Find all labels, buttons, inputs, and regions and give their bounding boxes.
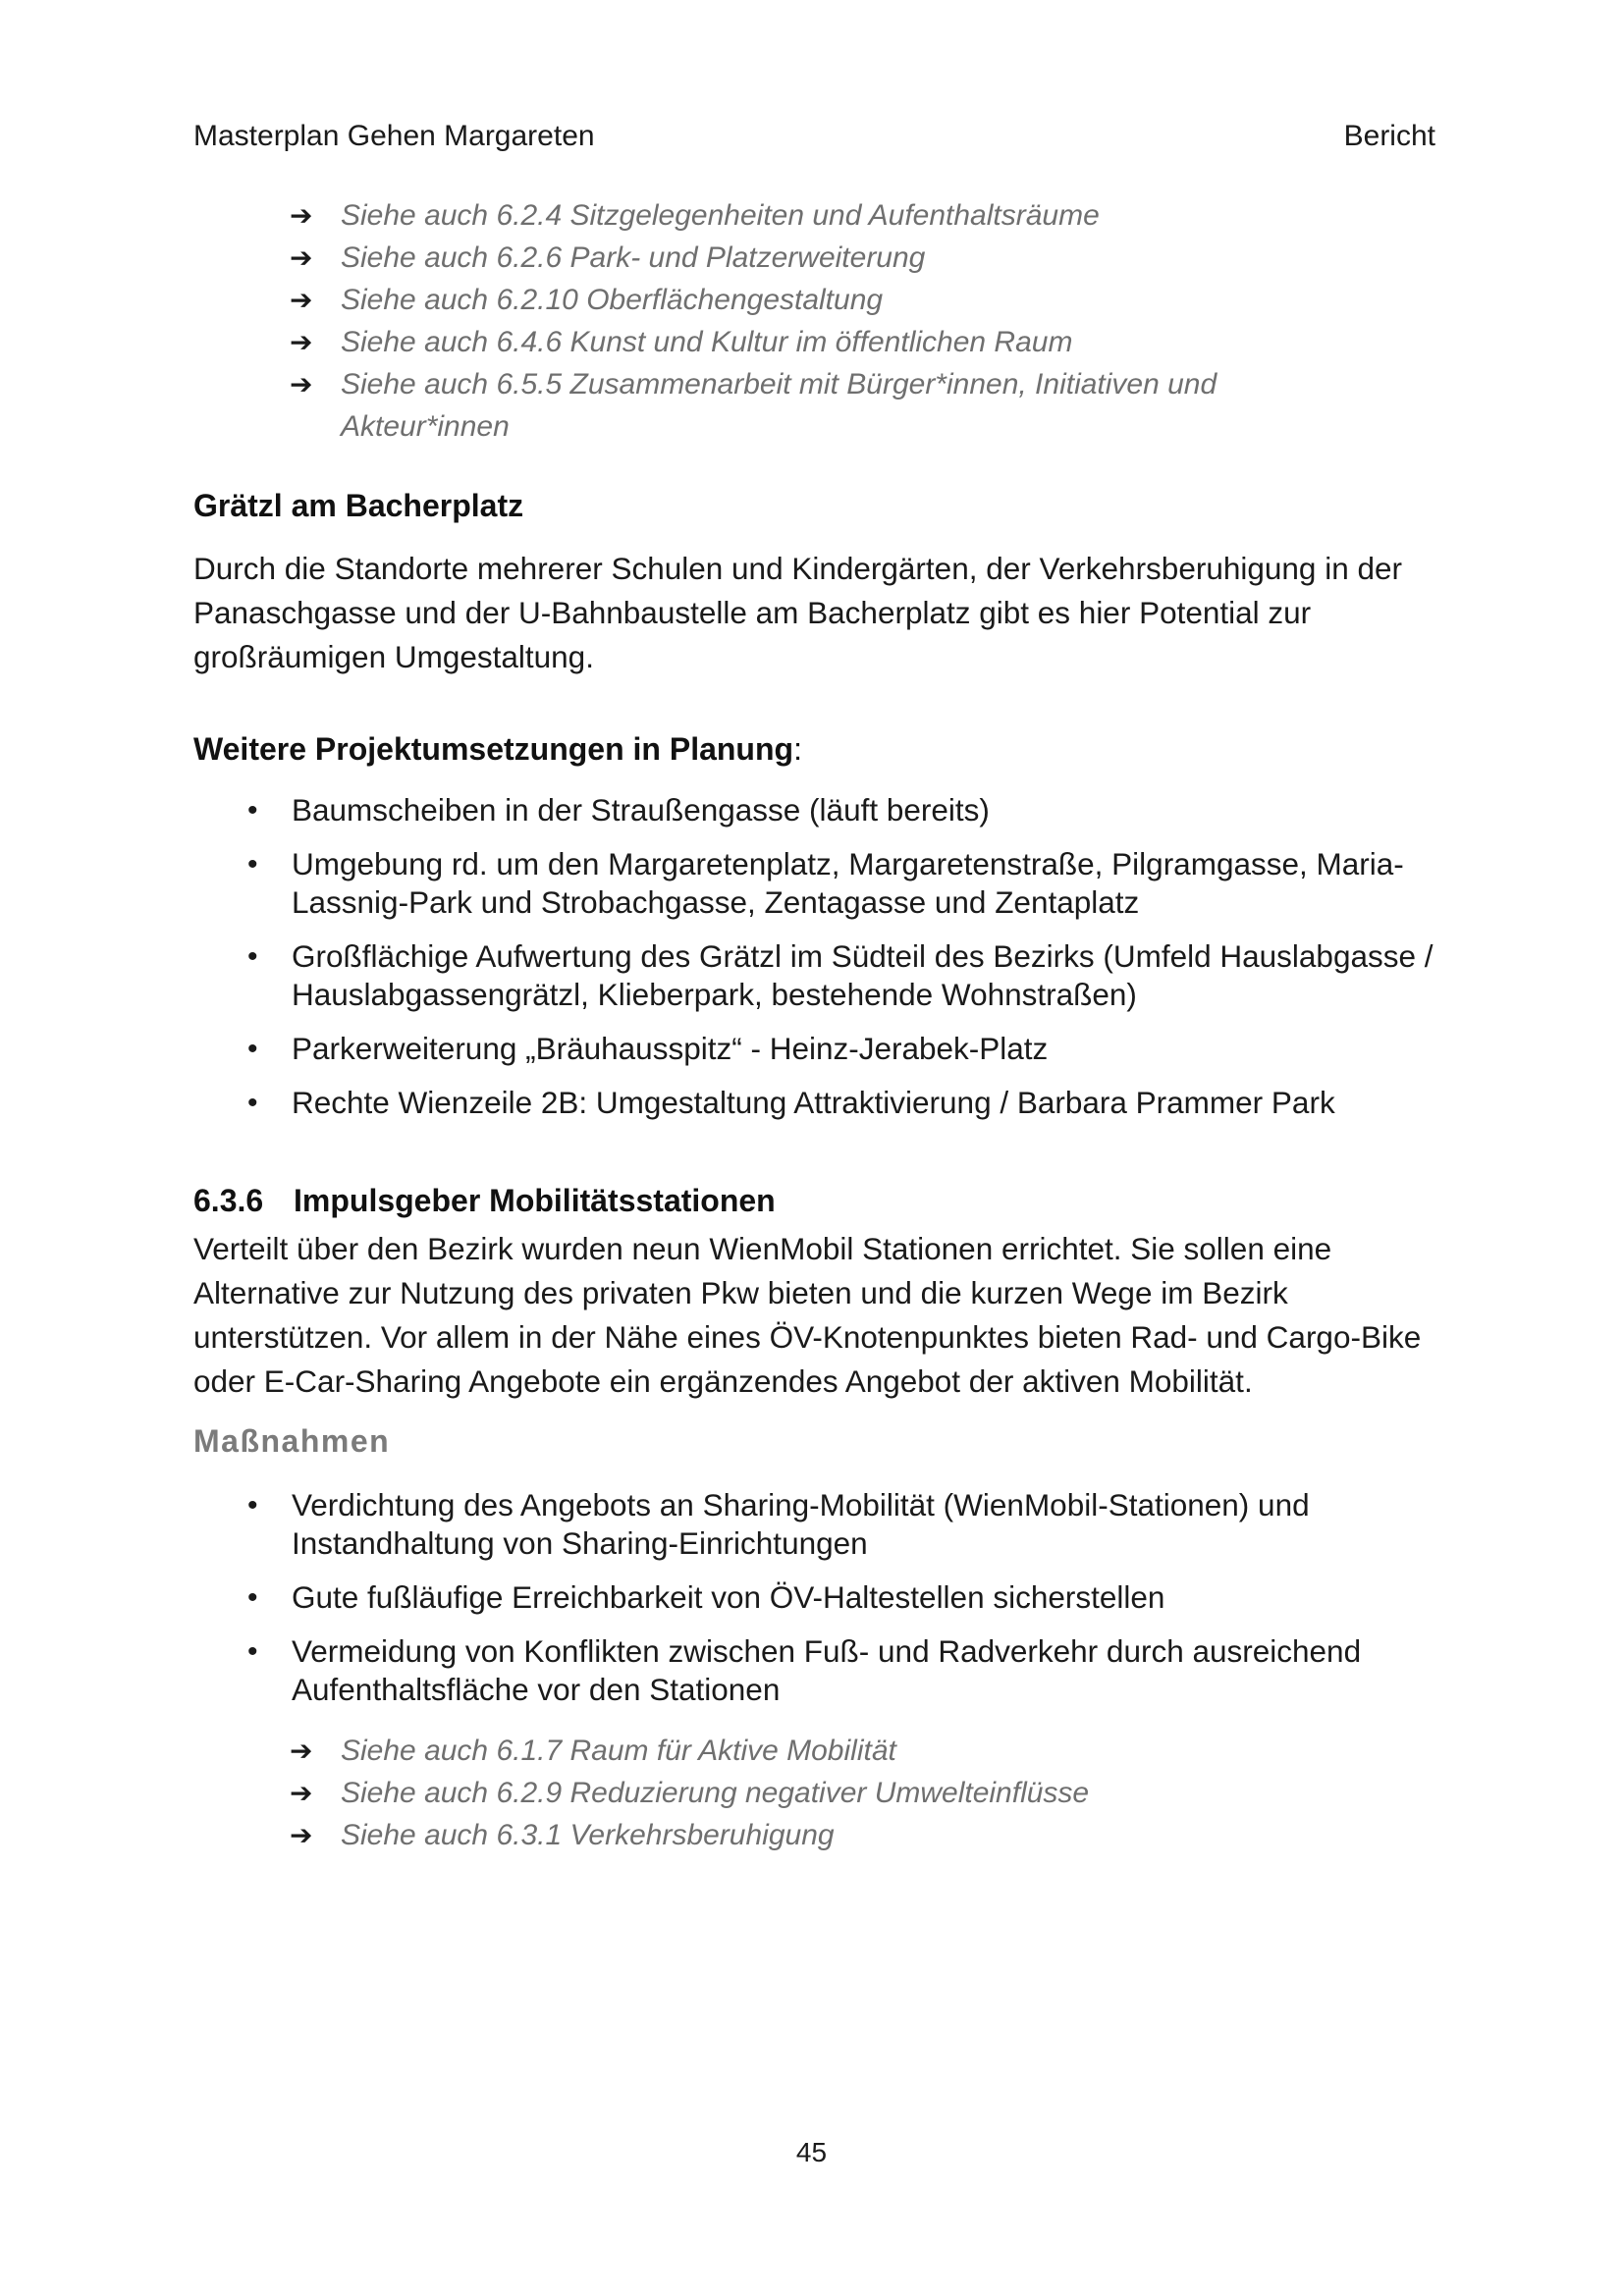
cross-reference[interactable]: ➔ Siehe auch 6.4.6 Kunst und Kultur im öffentlichen Raum (290, 321, 1370, 363)
massnahmen-bullet-list (193, 1486, 1440, 1725)
cross-reference[interactable]: ➔ Siehe auch 6.2.9 Reduzierung negativer Umwelteinflüsse (290, 1772, 1370, 1814)
header-section: Bericht (1343, 120, 1435, 152)
bullet-icon: • (247, 1581, 258, 1614)
cross-reference[interactable]: ➔ Siehe auch 6.3.1 Verkehrsberuhigung (290, 1814, 1370, 1856)
graetzl-paragraph: Durch die Standorte mehrerer Schulen und Kindergärten, der Verkehrsberuhigung in der Panaschgasse und der U-Bahnbaustelle am Bacherplatz gibt es hier Potential zur großräumigen Umgestaltung. (193, 551, 1402, 674)
bullet-icon: • (247, 940, 258, 973)
bullet-icon: • (247, 794, 258, 827)
list-item: • Gute fußläufige Erreichbarkeit von ÖV-Haltestellen sicherstellen (247, 1579, 1165, 1615)
list-item: • Verdichtung des Angebots an Sharing-Mobilität (WienMobil-Stationen) und Instandhaltung von Sharing-Einrichtungen (247, 1487, 1310, 1561)
section-heading (193, 1183, 776, 1219)
bullet-icon: • (247, 1033, 258, 1065)
section-number: 6.3.6 (193, 1183, 264, 1218)
list-item: • Vermeidung von Konflikten zwischen Fuß- und Radverkehr durch ausreichend Aufenthaltsfläche vor den Stationen (247, 1633, 1362, 1707)
list-item: • Parkerweiterung „Bräuhausspitz“ - Heinz-Jerabek-Platz (247, 1031, 1049, 1066)
cross-reference[interactable]: ➔ Siehe auch 6.2.6 Park- und Platzerweiterung (290, 237, 1370, 279)
arrow-right-icon: ➔ (290, 1820, 313, 1850)
cross-reference-list-bottom (290, 1730, 1370, 1856)
planning-bullet-list (193, 791, 1440, 1138)
list-item: • Rechte Wienzeile 2B: Umgestaltung Attraktivierung / Barbara Prammer Park (247, 1085, 1335, 1120)
page-number: 45 (795, 2137, 828, 2167)
bullet-icon: • (247, 848, 258, 881)
arrow-right-icon: ➔ (290, 327, 313, 357)
cross-reference[interactable]: ➔ Siehe auch 6.2.4 Sitzgelegenheiten und Aufenthaltsräume (290, 194, 1370, 237)
arrow-right-icon: ➔ (290, 1778, 313, 1808)
list-item: • Großflächige Aufwertung des Grätzl im Südteil des Bezirks (Umfeld Hauslabgasse / Hauslabgassengrätzl, Klieberpark, bestehende Wohnstraßen) (247, 938, 1434, 1012)
bullet-icon: • (247, 1489, 258, 1522)
cross-reference[interactable]: ➔ Siehe auch 6.5.5 Zusammenarbeit mit Bürger*innen, Initiativen und Akteur*innen (290, 363, 1323, 448)
bullet-icon: • (247, 1635, 258, 1668)
massnahmen-subheading: Maßnahmen (193, 1423, 391, 1459)
header-title: Masterplan Gehen Margareten (193, 120, 595, 152)
cross-reference[interactable]: ➔ Siehe auch 6.1.7 Raum für Aktive Mobilität (290, 1730, 1370, 1772)
bullet-icon: • (247, 1087, 258, 1119)
graetzl-heading: Grätzl am Bacherplatz (193, 488, 524, 523)
section-title: Impulsgeber Mobilitätsstationen (294, 1183, 776, 1218)
cross-reference[interactable]: ➔ Siehe auch 6.2.10 Oberflächengestaltung (290, 279, 1370, 321)
arrow-right-icon: ➔ (290, 369, 313, 400)
section-paragraph: Verteilt über den Bezirk wurden neun WienMobil Stationen errichtet. Sie sollen eine Alternative zur Nutzung des privaten Pkw bieten und die kurzen Wege im Bezirk unterstützen. Vor allem in der Nähe eines ÖV-Knotenpunktes bieten Rad- und Cargo-Bike oder E-Car-Sharing Angebote ein ergänzendes Angebot der aktiven Mobilität. (193, 1231, 1422, 1399)
arrow-right-icon: ➔ (290, 1735, 313, 1766)
arrow-right-icon: ➔ (290, 285, 313, 315)
arrow-right-icon: ➔ (290, 242, 313, 273)
arrow-right-icon: ➔ (290, 200, 313, 231)
list-item: • Umgebung rd. um den Margaretenplatz, Margaretenstraße, Pilgramgasse, Maria-Lassnig-Park und Strobachgasse, Zentagasse und Zentaplatz (247, 846, 1404, 920)
list-item: • Baumscheiben in der Straußengasse (läuft bereits) (247, 792, 990, 828)
weitere-heading: Weitere Projektumsetzungen in Planung: (193, 731, 802, 767)
cross-reference-list-top (290, 194, 1370, 448)
